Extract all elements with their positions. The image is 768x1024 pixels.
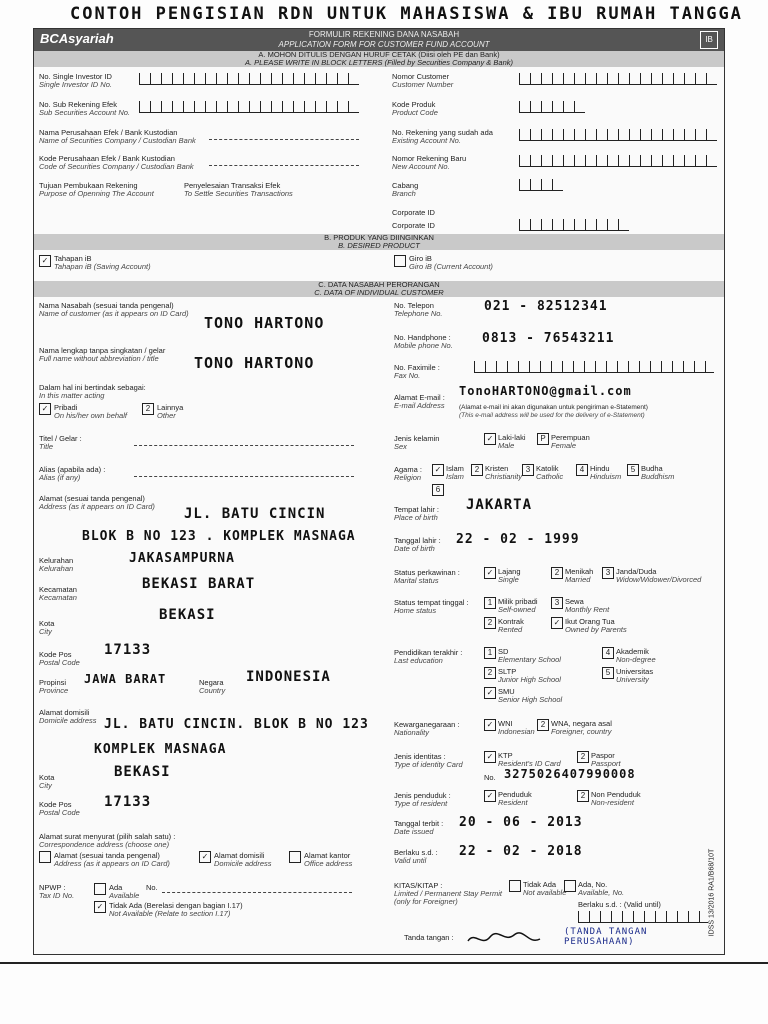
hindu-label: Hindu Hinduism <box>590 464 622 481</box>
nonresident-checkbox[interactable]: 2 <box>577 790 589 802</box>
application-form <box>33 28 725 955</box>
new-account-field[interactable] <box>519 155 717 167</box>
ktp-label: KTP Resident's ID Card <box>498 751 561 768</box>
kitas-valid-field[interactable] <box>578 911 708 923</box>
address-value-1: JL. BATU CINCIN <box>184 506 326 522</box>
npwp-no-label: No. <box>146 883 158 892</box>
securities-company-label: Nama Perusahaan Efek / Bank Kustodian Name of Securities Company / Custodian Bank <box>39 128 196 145</box>
fullname-label: Nama lengkap tanpa singkatan / gelar Full name without abbreviation / title <box>39 346 166 363</box>
single-label: Lajang Single <box>498 567 521 584</box>
education-label: Pendidikan terakhir : Last education <box>394 648 463 665</box>
ib-icon: IB <box>700 31 718 49</box>
product-code-field[interactable] <box>519 101 585 113</box>
existing-account-label: No. Rekening yang sudah ada Existing Account No. <box>392 128 493 145</box>
contract-label: Kontrak Rented <box>498 617 524 634</box>
securities-code-label: Kode Perusahaan Efek / Bank Kustodian Code of Securities Company / Custodian Bank <box>39 154 194 171</box>
widow-label: Janda/Duda Widow/Widower/Divorced <box>616 567 702 584</box>
passport-label: Paspor Passport <box>591 751 621 768</box>
new-account-label: Nomor Rekening Baru New Account No. <box>392 154 467 171</box>
npwp-ada-checkbox[interactable] <box>94 883 106 895</box>
city-label: Kota City <box>39 619 55 636</box>
hindu-checkbox[interactable]: 4 <box>576 464 588 476</box>
signature-label: Tanda tangan : <box>404 933 454 942</box>
postal2-value: 17133 <box>104 794 152 810</box>
province-value: JAWA BARAT <box>84 672 167 686</box>
married-label: Menikah Married <box>565 567 594 584</box>
section-a-line1: A. MOHON DITULIS DENGAN HURUF CETAK (Diisi oleh PE dan Bank) <box>258 50 500 59</box>
alias-field[interactable] <box>134 466 354 477</box>
npwp-no-field[interactable] <box>162 882 352 893</box>
islam-label: Islam Islam <box>446 464 464 481</box>
budha-checkbox[interactable]: 5 <box>627 464 639 476</box>
wna-checkbox[interactable]: 2 <box>537 719 549 731</box>
single-investor-field[interactable] <box>139 73 359 85</box>
resident-opt-label: Penduduk Resident <box>498 790 532 807</box>
name-value: TONO HARTONO <box>204 314 325 332</box>
customer-number-field[interactable] <box>519 73 717 85</box>
address-value-2: BLOK B NO 123 . KOMPLEK MASNAGA <box>82 529 356 544</box>
akademik-label: Akademik Non-degree <box>616 647 656 664</box>
corr-domicile-checkbox[interactable]: ✓ <box>199 851 211 863</box>
fax-label: No. Faximile : Fax No. <box>394 363 440 380</box>
married-checkbox[interactable]: 2 <box>551 567 563 579</box>
akademik-checkbox[interactable]: 4 <box>602 647 614 659</box>
rent-label: Sewa Monthly Rent <box>565 597 610 614</box>
section-b-line2: B. DESIRED PRODUCT <box>338 241 420 250</box>
address-label: Alamat (sesuai tanda pengenal) Address (as it appears on ID Card) <box>39 494 155 511</box>
university-checkbox[interactable]: 5 <box>602 667 614 679</box>
postal-value: 17133 <box>104 642 152 658</box>
mobile-label: No. Handphone : Mobile phone No. <box>394 333 453 350</box>
other-religion-checkbox[interactable]: 6 <box>432 484 444 496</box>
budha-label: Budha Buddhism <box>641 464 675 481</box>
kristen-label: Kristen Christianity <box>485 464 523 481</box>
kitas-ada-label: Ada, No. Available, No. <box>578 880 625 897</box>
company-signature-note: (TANDA TANGAN PERUSAHAAN) <box>564 927 648 947</box>
province-label: Propinsi Province <box>39 678 69 695</box>
securities-code-field[interactable] <box>209 155 359 166</box>
male-label: Laki-laki Male <box>498 433 526 450</box>
section-a-line2: A. PLEASE WRITE IN BLOCK LETTERS (Filled by Securities Company & Bank) <box>244 58 513 67</box>
katolik-label: Katolik Catholic <box>536 464 564 481</box>
wni-label: WNI Indonesian <box>498 719 535 736</box>
city-value: BEKASI <box>159 607 216 623</box>
signature-mark <box>464 929 544 949</box>
sub-rekening-field[interactable] <box>139 101 359 113</box>
kelurahan-label: Kelurahan Kelurahan <box>39 556 74 573</box>
corporate-id-label-2: Corporate ID <box>392 221 435 230</box>
phone-value: 021 - 82512341 <box>484 299 608 314</box>
domicile-label: Alamat domisili Domicile address <box>39 708 97 725</box>
purpose-value: Penyelesaian Transaksi Efek To Settle Securities Transactions <box>184 181 293 198</box>
correspondence-label: Alamat surat menyurat (pilih salah satu) : Correspondence address (choose one) <box>39 832 176 849</box>
tahapan-checkbox[interactable]: ✓ <box>39 255 51 267</box>
female-checkbox[interactable]: P <box>537 433 549 445</box>
product-code-label: Kode Produk Product Code <box>392 100 438 117</box>
country-value: INDONESIA <box>246 669 331 685</box>
sub-rekening-label: No. Sub Rekening Efek Sub Securities Account No. <box>39 100 131 117</box>
postal-label: Kode Pos Postal Code <box>39 650 80 667</box>
domicile-value-2: KOMPLEK MASNAGA <box>94 742 227 757</box>
pribadi-label: Pribadi On his/her own behalf <box>54 403 127 420</box>
self-owned-label: Milik pribadi Self-owned <box>498 597 538 614</box>
lainnya-checkbox[interactable]: 2 <box>142 403 154 415</box>
npwp-tidak-label: Tidak Ada (Berelasi dengan bagian I.17) Not Available (Relate to section I.17) <box>109 901 243 918</box>
katolik-checkbox[interactable]: 3 <box>522 464 534 476</box>
email-label: Alamat E-mail : E-mail Address <box>394 393 445 410</box>
religion-label: Agama : Religion <box>394 465 422 482</box>
branch-field[interactable] <box>519 179 563 191</box>
npwp-ada-label: Ada Available <box>109 883 140 900</box>
sd-checkbox[interactable]: 1 <box>484 647 496 659</box>
rent-checkbox[interactable]: 3 <box>551 597 563 609</box>
valid-value: 22 - 02 - 2018 <box>459 844 583 859</box>
kristen-checkbox[interactable]: 2 <box>471 464 483 476</box>
page-bottom-rule <box>0 962 768 964</box>
passport-checkbox[interactable]: 2 <box>577 751 589 763</box>
kelurahan-value: JAKASAMPURNA <box>129 551 235 566</box>
corr-domicile-label: Alamat domisili Domicile address <box>214 851 272 868</box>
fullname-value: TONO HARTONO <box>194 354 315 372</box>
university-label: Universitas University <box>616 667 654 684</box>
form-title-id: FORMULIR REKENING DANA NASABAH <box>308 30 460 39</box>
smu-label: SMU Senior High School <box>498 687 563 704</box>
valid-label: Berlaku s.d. : Valid until <box>394 848 438 865</box>
parents-label: Ikut Orang Tua Owned by Parents <box>565 617 627 634</box>
title-label: Titel / Gelar : Title <box>39 434 82 451</box>
kitas-tidak-checkbox[interactable] <box>509 880 521 892</box>
nationality-label: Kewarganegaraan : Nationality <box>394 720 460 737</box>
signature-scribble-icon <box>464 929 544 949</box>
section-b-header <box>34 234 724 250</box>
form-code: IDSS 13/2016 RA1/B68/10T <box>708 848 716 937</box>
resident-label: Jenis penduduk : Type of resident <box>394 791 451 808</box>
section-a-header <box>34 51 724 67</box>
securities-company-field[interactable] <box>209 129 359 140</box>
sltp-checkbox[interactable]: 2 <box>484 667 496 679</box>
corr-id-checkbox[interactable] <box>39 851 51 863</box>
postal2-label: Kode Pos Postal Code <box>39 800 80 817</box>
pribadi-checkbox[interactable]: ✓ <box>39 403 51 415</box>
name-label: Nama Nasabah (sesuai tanda pengenal) Name of customer (as it appears on ID Card) <box>39 301 189 318</box>
country-label: Negara Country <box>199 678 226 695</box>
form-header <box>34 29 724 51</box>
bank-logo: BCAsyariah <box>40 31 114 46</box>
sex-label: Jenis kelamin Sex <box>394 434 440 451</box>
female-label: Perempuan Female <box>551 433 590 450</box>
birthdate-value: 22 - 02 - 1999 <box>456 532 580 547</box>
giro-checkbox[interactable] <box>394 255 406 267</box>
kitas-tidak-label: Tidak Ada Not available <box>523 880 567 897</box>
customer-number-label: Nomor Customer Customer Number <box>392 72 454 89</box>
corr-office-label: Alamat kantor Office address <box>304 851 353 868</box>
npwp-label: NPWP : Tax ID No. <box>39 883 75 900</box>
city2-label: Kota City <box>39 773 55 790</box>
birthplace-label: Tempat lahir : Place of birth <box>394 505 440 522</box>
ktp-checkbox[interactable]: ✓ <box>484 751 496 763</box>
domicile-value-1: JL. BATU CINCIN. BLOK B NO 123 <box>104 717 369 732</box>
purpose-label: Tujuan Pembukaan Rekening Purpose of Openning The Account <box>39 181 154 198</box>
branch-label: Cabang Branch <box>392 181 419 198</box>
kitas-valid-label: Berlaku s.d. : (Valid until) <box>578 900 661 909</box>
page-title: CONTOH PENGISIAN RDN UNTUK MAHASISWA & IBU RUMAH TANGGA <box>70 4 743 24</box>
contract-checkbox[interactable]: 2 <box>484 617 496 629</box>
home-status-label: Status tempat tinggal : Home status <box>394 598 469 615</box>
id-no-value: 3275026407990008 <box>504 767 636 781</box>
nonresident-label: Non Penduduk Non-resident <box>591 790 641 807</box>
mobile-value: 0813 - 76543211 <box>482 331 615 346</box>
wni-checkbox[interactable]: ✓ <box>484 719 496 731</box>
email-value: TonoHARTONO@gmail.com <box>459 384 632 398</box>
marital-label: Status perkawinan : Marital status <box>394 568 460 585</box>
id-type-label: Jenis identitas : Type of identity Card <box>394 752 463 769</box>
single-checkbox[interactable]: ✓ <box>484 567 496 579</box>
birthdate-label: Tanggal lahir : Date of birth <box>394 536 441 553</box>
section-c-line1: C. DATA NASABAH PERORANGAN <box>318 280 440 289</box>
corr-id-label: Alamat (sesuai tanda pengenal) Address (as it appears on ID Card) <box>54 851 170 868</box>
kecamatan-label: Kecamatan Kecamatan <box>39 585 77 602</box>
issued-value: 20 - 06 - 2013 <box>459 815 583 830</box>
parents-checkbox[interactable]: ✓ <box>551 617 563 629</box>
city2-value: BEKASI <box>114 764 171 780</box>
corr-office-checkbox[interactable] <box>289 851 301 863</box>
smu-checkbox[interactable]: ✓ <box>484 687 496 699</box>
id-no-label: No. <box>484 773 496 782</box>
npwp-tidak-checkbox[interactable]: ✓ <box>94 901 106 913</box>
tahapan-label: Tahapan iB Tahapan iB (Saving Account) <box>54 254 151 271</box>
wna-label: WNA, negara asal Foreigner, country <box>551 719 612 736</box>
lainnya-label: Lainnya Other <box>157 403 184 420</box>
widow-checkbox[interactable]: 3 <box>602 567 614 579</box>
section-c-header <box>34 281 724 297</box>
section-b-line1: B. PRODUK YANG DIINGINKAN <box>324 233 434 242</box>
male-checkbox[interactable]: ✓ <box>484 433 496 445</box>
phone-label: No. Telepon Telephone No. <box>394 301 443 318</box>
section-c-line2: C. DATA OF INDIVIDUAL CUSTOMER <box>314 288 444 297</box>
single-investor-label: No. Single Investor ID Single Investor ID No. <box>39 72 112 89</box>
self-owned-checkbox[interactable]: 1 <box>484 597 496 609</box>
email-note: (Alamat e-mail ini akan digunakan untuk pengiriman e-Statement) (This e-mail address will be used for the delivery of e-Statement) <box>459 404 648 419</box>
sd-label: SD Elementary School <box>498 647 561 664</box>
title-field[interactable] <box>134 435 354 446</box>
sltp-label: SLTP Junior High School <box>498 667 561 684</box>
giro-label: Giro iB Giro iB (Current Account) <box>409 254 493 271</box>
alias-label: Alias (apabila ada) : Alias (if any) <box>39 465 106 482</box>
islam-checkbox[interactable]: ✓ <box>432 464 444 476</box>
kecamatan-value: BEKASI BARAT <box>142 576 256 592</box>
corporate-id-label-1: Corporate ID <box>392 208 435 217</box>
kitas-ada-checkbox[interactable] <box>564 880 576 892</box>
existing-account-field[interactable] <box>519 129 717 141</box>
form-title-en: APPLICATION FORM FOR CUSTOMER FUND ACCOUNT <box>278 40 490 49</box>
fax-field[interactable] <box>474 361 714 373</box>
birthplace-value: JAKARTA <box>466 497 533 513</box>
kitas-label: KITAS/KITAP : Limited / Permanent Stay Permit (only for Foreigner) <box>394 881 502 906</box>
corporate-id-field[interactable] <box>519 219 629 231</box>
acting-label: Dalam hal ini bertindak sebagai: In this matter acting <box>39 383 146 400</box>
resident-checkbox[interactable]: ✓ <box>484 790 496 802</box>
issued-label: Tanggal terbit : Date issued <box>394 819 444 836</box>
